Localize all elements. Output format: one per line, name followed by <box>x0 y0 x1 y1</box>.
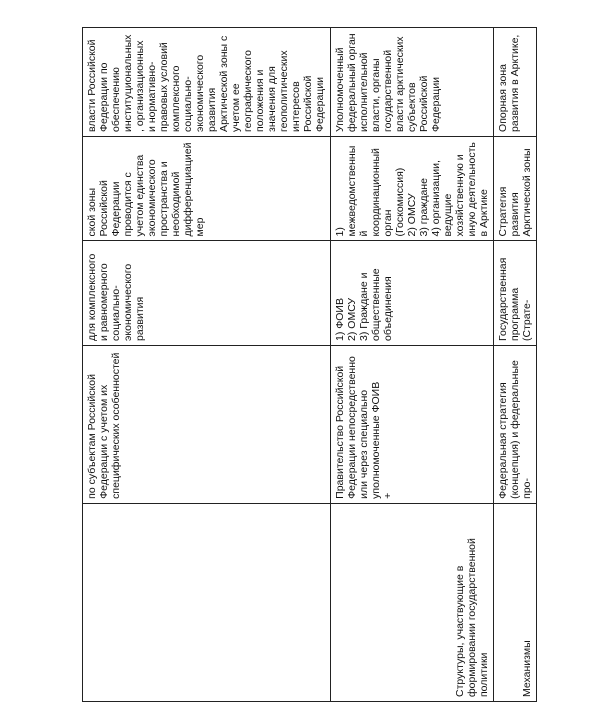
table-cell: 1) межведомственный координационный орган (Госкомиссия) 2) ОМСУ 3) граждане 4) организации, ведущие хозяйственную и иную деятельность в Арктике <box>331 136 494 241</box>
table-row <box>83 28 331 702</box>
table-cell: Правительство Российской Федерации непосредственно или через специально уполномоченные ФОИВ + <box>331 345 494 503</box>
policy-comparison-table <box>82 27 537 702</box>
table-cell: власти Российской Федерации по обеспечению институциональных, организационных и нормативно-правовых условий комплексного социально-экономического развития Арктической зоны с учетом ее географического положения и значения для геополитических интересов Российской Федерации <box>83 28 331 137</box>
row-label <box>83 503 331 701</box>
table-row <box>494 28 537 702</box>
table-cell: Опорная зона развития в Арктике, <box>494 28 537 137</box>
table-cell: ской зоны Российской Федерации проводится с учетом единства экономического пространства и необходимой дифференциацией мер <box>83 136 331 241</box>
table-cell: по субъектам Российской Федерации с учетом их специфических особенностей <box>83 345 331 503</box>
table-row <box>331 28 494 702</box>
table-cell: Уполномоченный федеральный орган исполнительной власти, органы государственной власти арктических субъектов Российской Федерации <box>331 28 494 137</box>
table-cell: Федеральная стратегия (концепция) и федеральные про- <box>494 345 537 503</box>
row-label: Механизмы <box>494 503 537 701</box>
table-cell: для комплексного и равномерного социально-экономического развития <box>83 241 331 346</box>
table-cell: Государственная программа (Страте- <box>494 241 537 346</box>
table-cell: 1) ФОИВ 2) ОМСУ 3) Граждане и общественные объединения <box>331 241 494 346</box>
table-cell: Стратегия развития Арктической зоны <box>494 136 537 241</box>
row-label: Структуры, участвующие в формировании государственной политики <box>331 503 494 701</box>
